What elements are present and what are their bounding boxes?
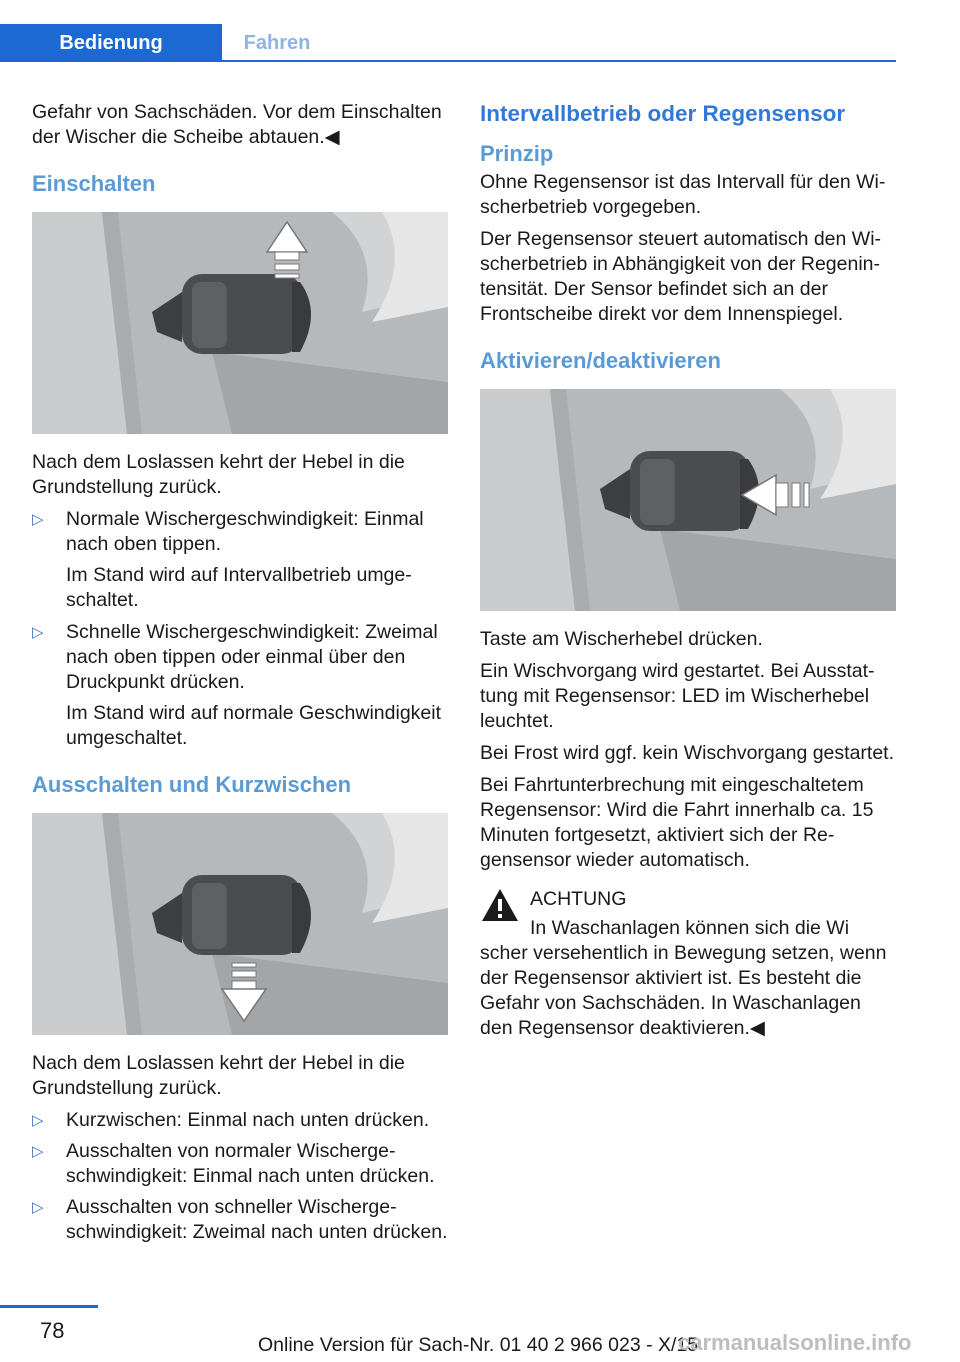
warning-triangle-icon [480,887,520,923]
warning-first-line: In Waschanlagen können sich die Wi [530,917,850,939]
triangle-bullet-icon: ▷ [32,624,44,641]
warning-text: scher versehentlich in Bewegung setzen, wenn der Regensensor aktiviert ist. Es besteht die Gefahr von Sachschäden. In Waschanlagen den Regensensor deaktivieren.◀ [480,942,887,1039]
header-tabs [0,0,896,62]
aktivieren-text-2: Ein Wischvorgang wird gestartet. Bei Ausstattung mit Regensensor: LED im Wischerhebel leuchtet. [480,660,875,732]
wiper-lever-up-illustration [32,212,448,434]
einschalten-text: Nach dem Loslassen kehrt der Hebel in die Grundstellung zurück. [32,451,405,498]
ausschalten-text: Nach dem Loslassen kehrt der Hebel in die Grundstellung zurück. [32,1052,405,1099]
watermark: carmanualsonline.info [678,1330,912,1355]
wiper-button-press-illustration [480,389,896,611]
tab-fahren[interactable]: Fahren [243,31,311,54]
right-column [480,100,896,1041]
prinzip-text-1: Ohne Regensensor ist das Intervall für den Wischerbetrieb vorgegeben. [480,171,886,218]
triangle-bullet-icon: ▷ [32,1143,44,1160]
einschalten-list [32,507,448,751]
aktivieren-text-1: Taste am Wischerhebel drücken. [480,628,763,650]
list-item: ▷ Schnelle Wischergeschwindigkeit: Zweimal nach oben tippen oder einmal über den Druckpunkt drücken. Im Stand wird auf normale Geschwindigkeit umgeschaltet. [32,621,442,749]
header-rule [0,60,896,62]
wiper-lever-down-illustration [32,813,448,1035]
list-item: ▷ Normale Wischergeschwindigkeit: Einmal nach oben tippen. Im Stand wird auf Intervallbetrieb umgeschaltet. [32,508,424,611]
section-heading-einschalten: Einschalten [32,171,156,196]
page-number: 78 [40,1318,65,1343]
footer-online-version: Online Version für Sach-Nr. 01 40 2 966 023 - X/15 [258,1334,699,1356]
warning-heading: ACHTUNG [530,888,627,910]
section-heading-aktivieren: Aktivieren/deaktivieren [480,348,721,373]
list-item: ▷ Ausschalten von schneller Wischergeschwindigkeit: Zweimal nach unten drücken. [32,1196,448,1243]
left-column [32,100,448,1251]
triangle-bullet-icon: ▷ [32,1112,44,1129]
triangle-bullet-icon: ▷ [32,1199,44,1216]
warning-box [480,887,896,1041]
ausschalten-list [32,1108,448,1245]
prinzip-text-2: Der Regensensor steuert automatisch den Wischerbetrieb in Abhängigkeit von der Regenintensität. Der Sensor befindet sich an der Frontscheibe direkt vor dem Innenspiegel. [480,228,882,325]
aktivieren-text-3: Bei Frost wird ggf. kein Wischvorgang gestartet. [480,742,895,764]
triangle-bullet-icon: ▷ [32,511,44,528]
section-heading-intervall: Intervallbetrieb oder Regensensor [480,101,846,126]
aktivieren-text-4: Bei Fahrtunterbrechung mit eingeschaltetem Regensensor: Wird die Fahrt innerhalb ca. 15 Minuten fortgesetzt, aktiviert sich der Regensensor wieder automatisch. [480,774,874,871]
section-heading-ausschalten: Ausschalten und Kurzwischen [32,772,352,797]
intro-text: Gefahr von Sachschäden. Vor dem Einschalten der Wischer die Scheibe abtauen.◀ [32,101,442,148]
footer-rule [0,1305,98,1308]
list-item: ▷ Kurzwischen: Einmal nach unten drücken. [32,1109,430,1131]
tab-bedienung[interactable]: Bedienung [0,24,222,62]
subheading-prinzip: Prinzip [480,141,554,166]
list-item: ▷ Ausschalten von normaler Wischergeschwindigkeit: Einmal nach unten drücken. [32,1140,435,1187]
